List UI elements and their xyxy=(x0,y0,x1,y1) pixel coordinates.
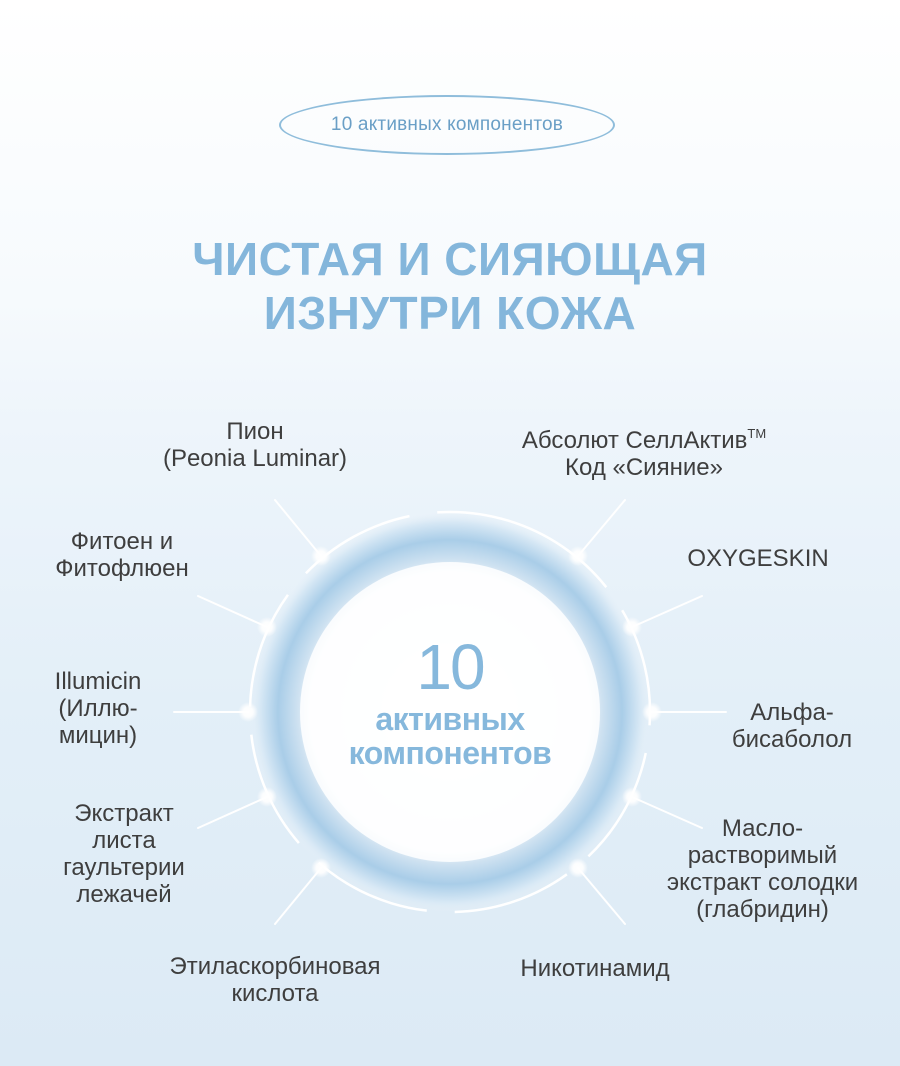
component-oxygeskin xyxy=(668,545,848,572)
component-absolute xyxy=(484,420,804,481)
component-phytoene-line-1: Фитоен и xyxy=(70,528,174,555)
component-ascorbic-line-1: Этиласкорбиновая xyxy=(169,953,381,980)
component-peony xyxy=(130,418,380,472)
spoke-niacinamide xyxy=(578,868,625,924)
component-illumicin-line-1: Illumicin xyxy=(54,668,142,695)
spoke-phytoene xyxy=(198,596,267,627)
component-bisabolol-line-1: Альфа- xyxy=(750,699,834,726)
trademark-mark: TM xyxy=(747,426,767,441)
component-peony-line-2: (Peonia Luminar) xyxy=(162,445,348,472)
center-label-line-2: компонентов xyxy=(348,735,552,771)
spoke-ascorbic xyxy=(275,868,321,924)
title-line-1: ЧИСТАЯ И СИЯЮЩАЯ xyxy=(192,233,708,285)
component-absolute-line-2: Код «Сияние» xyxy=(565,454,723,481)
component-absolute-line-1: Абсолют СеллАктив xyxy=(521,427,748,454)
component-licorice-line-4: (глабридин) xyxy=(696,896,829,923)
component-ascorbic-line-2: кислота xyxy=(231,980,319,1007)
component-gaultheria-line-4: лежачей xyxy=(76,881,172,908)
component-gaultheria-line-2: листа xyxy=(92,827,156,854)
component-niacinamide-line-1: Никотинамид xyxy=(520,955,670,982)
component-licorice-line-2: растворимый xyxy=(687,842,838,869)
center-label-line-1: активных xyxy=(375,701,525,737)
spoke-peony xyxy=(275,500,321,556)
center-number: 10 xyxy=(416,631,484,703)
title-line-2: ИЗНУТРИ КОЖА xyxy=(263,287,637,339)
component-illumicin-line-2: (Иллю- xyxy=(58,695,138,722)
component-licorice-line-3: экстракт солодки xyxy=(666,869,859,896)
component-licorice xyxy=(640,815,885,923)
component-peony-line-1: Пион xyxy=(226,418,284,445)
component-oxygeskin-line-1: OXYGESKIN xyxy=(687,545,829,572)
component-bisabolol-line-2: бисаболол xyxy=(731,726,853,753)
component-phytoene xyxy=(22,528,222,582)
component-licorice-line-1: Масло- xyxy=(721,815,804,842)
component-niacinamide xyxy=(480,955,710,982)
component-gaultheria-line-1: Экстракт xyxy=(74,800,174,827)
spoke-oxygeskin xyxy=(632,596,702,627)
component-illumicin-line-3: мицин) xyxy=(58,722,138,749)
spoke-absolute xyxy=(578,500,625,556)
component-gaultheria-line-3: гаультерии xyxy=(63,854,185,881)
components-count-badge: 10 активных компонентов xyxy=(279,95,615,155)
component-illumicin xyxy=(23,668,173,749)
component-ascorbic xyxy=(130,953,420,1007)
component-bisabolol xyxy=(712,699,872,753)
component-phytoene-line-2: Фитофлюен xyxy=(55,555,189,582)
component-gaultheria xyxy=(34,800,214,908)
